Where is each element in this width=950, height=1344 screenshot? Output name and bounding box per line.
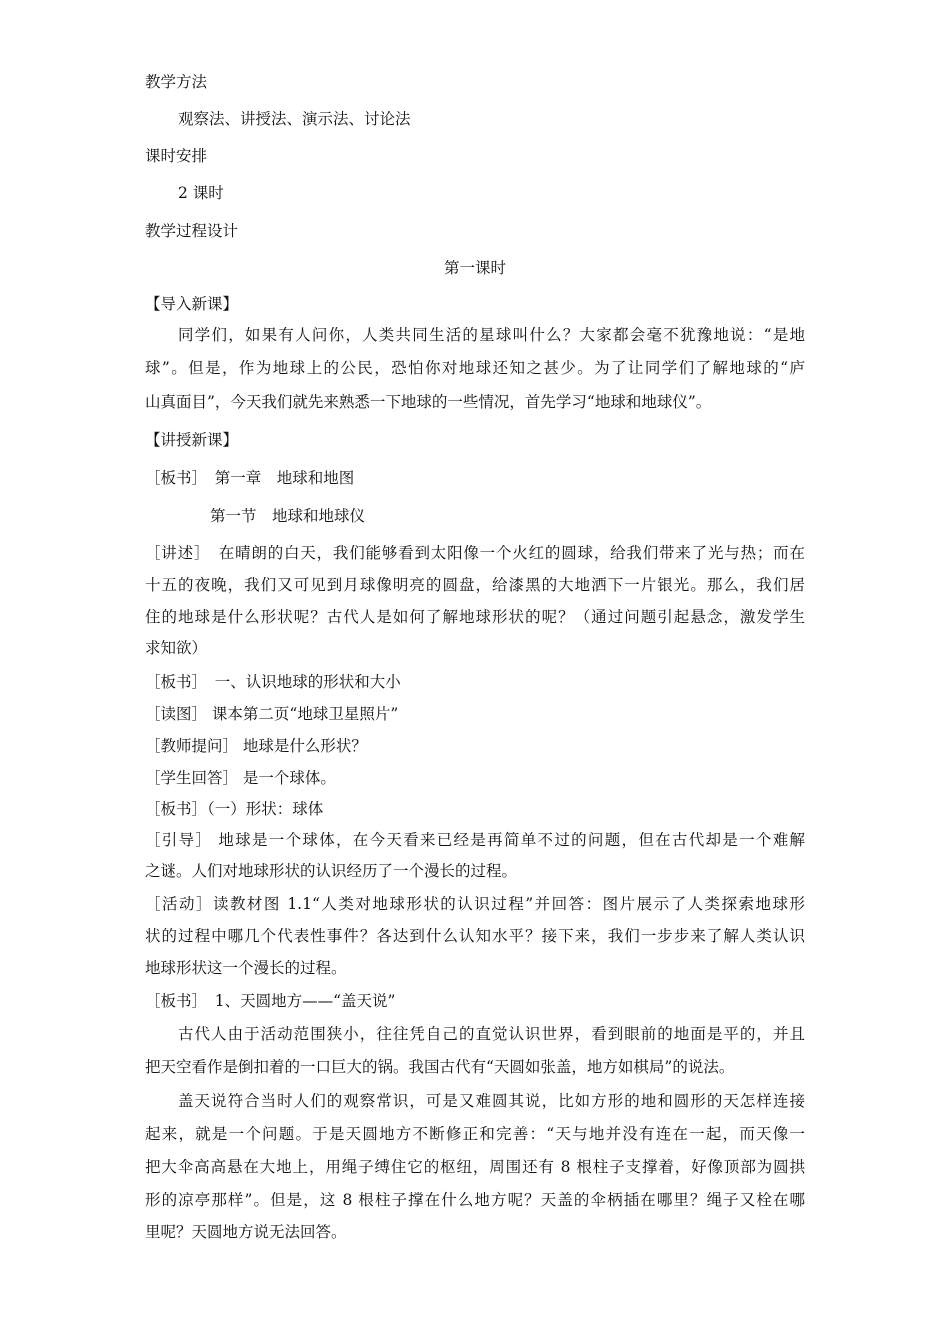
- activity-line-2: 状的过程中哪几个代表性事件？各达到什么认知水平？接下来，我们一步步来了解人类认识: [145, 927, 805, 945]
- narration-line-4: 求知欲）: [145, 639, 208, 657]
- activity-line-1: ［活动］读教材图 1.1“人类对地球形状的认识过程”并回答：图片展示了人类探索地球形: [145, 895, 805, 913]
- student-answer: ［学生回答］ 是一个球体。: [145, 769, 336, 787]
- process-heading: 教学过程设计: [145, 222, 239, 240]
- teaching-method-heading: 教学方法: [145, 73, 208, 91]
- board-chapter: ［板书］ 第一章 地球和地图: [145, 469, 355, 487]
- intro-line-1: 同学们，如果有人问你，人类共同生活的星球叫什么？大家都会毫不犹豫地说：“是地: [178, 326, 805, 344]
- teaching-method-content: 观察法、讲授法、演示法、讨论法: [178, 110, 411, 128]
- para1-line-1: 古代人由于活动范围狭小，往往凭自己的直觉认识世界，看到眼前的地面是平的，并且: [178, 1025, 805, 1043]
- teacher-question: ［教师提问］ 地球是什么形状？: [145, 737, 367, 755]
- board-shape: ［板书］（一）形状：球体: [145, 800, 324, 818]
- board-section: 第一节 地球和地球仪: [210, 507, 366, 525]
- schedule-heading: 课时安排: [145, 147, 208, 165]
- para2-line-2: 起来，就是一个问题。于是天圆地方不断修正和完善：“天与地并没有连在一起，而天像一: [145, 1125, 805, 1143]
- para1-line-2: 把天空看作是倒扣着的一口巨大的锅。我国古代有“天圆如张盖，地方如棋局”的说法。: [145, 1058, 735, 1076]
- lesson-title: 第一课时: [443, 259, 506, 277]
- para2-line-5: 里呢？天圆地方说无法回答。: [145, 1223, 347, 1241]
- para2-line-4: 形的凉亭那样”。但是，这 8 根柱子撑在什么地方呢？天盖的伞柄插在哪里？绳子又栓在哪: [145, 1191, 805, 1209]
- intro-line-3: 山真面目”，今天我们就先来熟悉一下地球的一些情况，首先学习“地球和地球仪”。: [145, 393, 712, 411]
- read-map: ［读图］ 课本第二页“地球卫星照片”: [145, 705, 399, 723]
- narration-line-3: 住的地球是什么形状呢？古代人是如何了解地球形状的呢？（通过问题引起悬念，激发学生: [145, 608, 805, 626]
- board-sky-theory: ［板书］ 1、天圆地方——“盖天说”: [145, 992, 396, 1010]
- narration-line-2: 十五的夜晚，我们又可见到月球像明亮的圆盘，给漆黑的大地洒下一片银光。那么，我们居: [145, 576, 805, 594]
- para2-line-1: 盖天说符合当时人们的观察常识，可是又难圆其说，比如方形的地和圆形的天怎样连接: [178, 1092, 805, 1110]
- para2-line-3: 把大伞高高悬在大地上，用绳子缚住它的枢纽，周围还有 8 根柱子支撑着，好像顶部为圆拱: [145, 1158, 805, 1176]
- guide-line-2: 之谜。人们对地球形状的认识经历了一个漫长的过程。: [145, 862, 518, 880]
- schedule-content: 2 课时: [178, 184, 224, 202]
- board-cognition: ［板书］ 一、认识地球的形状和大小: [145, 673, 401, 691]
- activity-line-3: 地球形状这一个漫长的过程。: [145, 959, 347, 977]
- narration-line-1: ［讲述］ 在晴朗的白天，我们能够看到太阳像一个火红的圆球，给我们带来了光与热；而在: [145, 544, 805, 562]
- intro-heading: 【导入新课】: [145, 295, 239, 313]
- intro-line-2: 球”。但是，作为地球上的公民，恐怕你对地球还知之甚少。为了让同学们了解地球的“庐: [145, 359, 805, 377]
- guide-line-1: ［引导］ 地球是一个球体，在今天看来已经是再简单不过的问题，但在古代却是一个难解: [145, 831, 805, 849]
- new-lesson-heading: 【讲授新课】: [145, 431, 239, 449]
